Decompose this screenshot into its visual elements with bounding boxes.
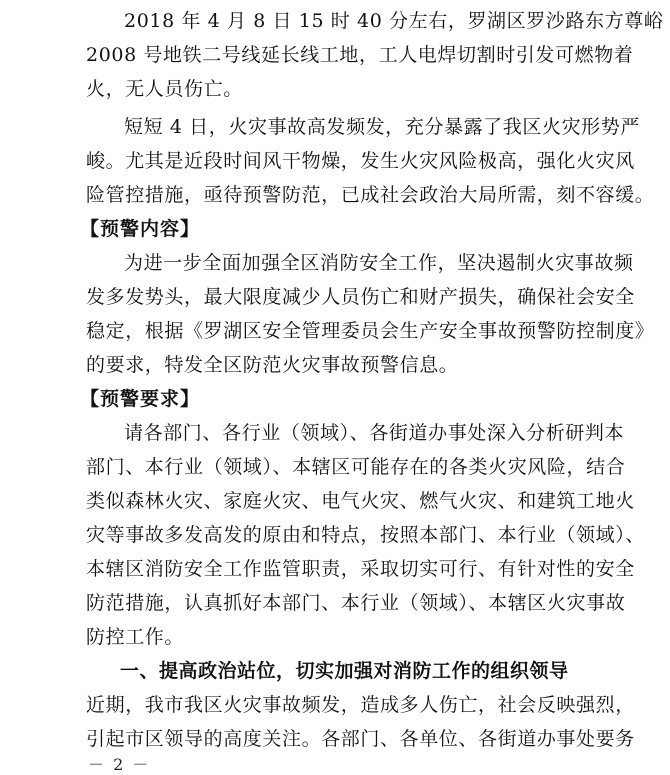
paragraph-line: 近期，我市我区火灾事故频发，造成多人伤亡，社会反映强烈， — [86, 694, 635, 716]
paragraph-line: 灾等事故多发高发的原由和特点，按照本部门、本行业（领域）、 — [86, 524, 645, 546]
section-heading-warning-requirements: 【预警要求】 — [80, 388, 201, 410]
paragraph-line: 短短 4 日，火灾事故高发频发，充分暴露了我区火灾形势严 — [124, 116, 640, 138]
paragraph-line: 部门、本行业（领域）、本辖区可能存在的各类火灾风险，结合 — [86, 456, 626, 478]
paragraph-line: 类似森林火灾、家庭火灾、电气火灾、燃气火灾、和建筑工地火 — [86, 490, 635, 512]
paragraph-line: 的要求，特发全区防范火灾事故预警信息。 — [86, 354, 459, 376]
paragraph-line: 防范措施，认真抓好本部门、本行业（领域）、本辖区火灾事故 — [86, 592, 626, 614]
paragraph-line: 请各部门、各行业（领域）、各街道办事处深入分析研判本 — [124, 422, 625, 444]
paragraph-line: 险管控措施，亟待预警防范，已成社会政治大局所需，刻不容缓。 — [86, 184, 655, 206]
paragraph-line: 峻。尤其是近段时间风干物燥，发生火灾风险极高，强化火灾风 — [86, 150, 635, 172]
paragraph-line: 本辖区消防安全工作监管职责，采取切实可行、有针对性的安全 — [86, 558, 635, 580]
subheading-political-stance: 一、提高政治站位，切实加强对消防工作的组织领导 — [120, 660, 569, 682]
paragraph-line: 防控工作。 — [86, 626, 185, 648]
paragraph-line: 发多发势头，最大限度减少人员伤亡和财产损失，确保社会安全 — [86, 286, 635, 308]
paragraph-line: 火，无人员伤亡。 — [86, 78, 243, 100]
paragraph-line: 稳定，根据《罗湖区安全管理委员会生产安全事故预警防控制度》 — [86, 320, 655, 342]
paragraph-line: 2018 年 4 月 8 日 15 时 40 分左右，罗湖区罗沙路东方尊峪 — [124, 10, 664, 32]
page-number: － 2 － — [88, 755, 151, 774]
paragraph-line: 引起市区领导的高度关注。各部门、各单位、各街道办事处要务 — [86, 728, 635, 750]
paragraph-line: 为进一步全面加强全区消防安全工作，坚决遏制火灾事故频 — [124, 252, 634, 274]
section-heading-warning-content: 【预警内容】 — [80, 218, 201, 240]
paragraph-line: 2008 号地铁二号线延长线工地，工人电焊切割时引发可燃物着 — [86, 44, 634, 66]
